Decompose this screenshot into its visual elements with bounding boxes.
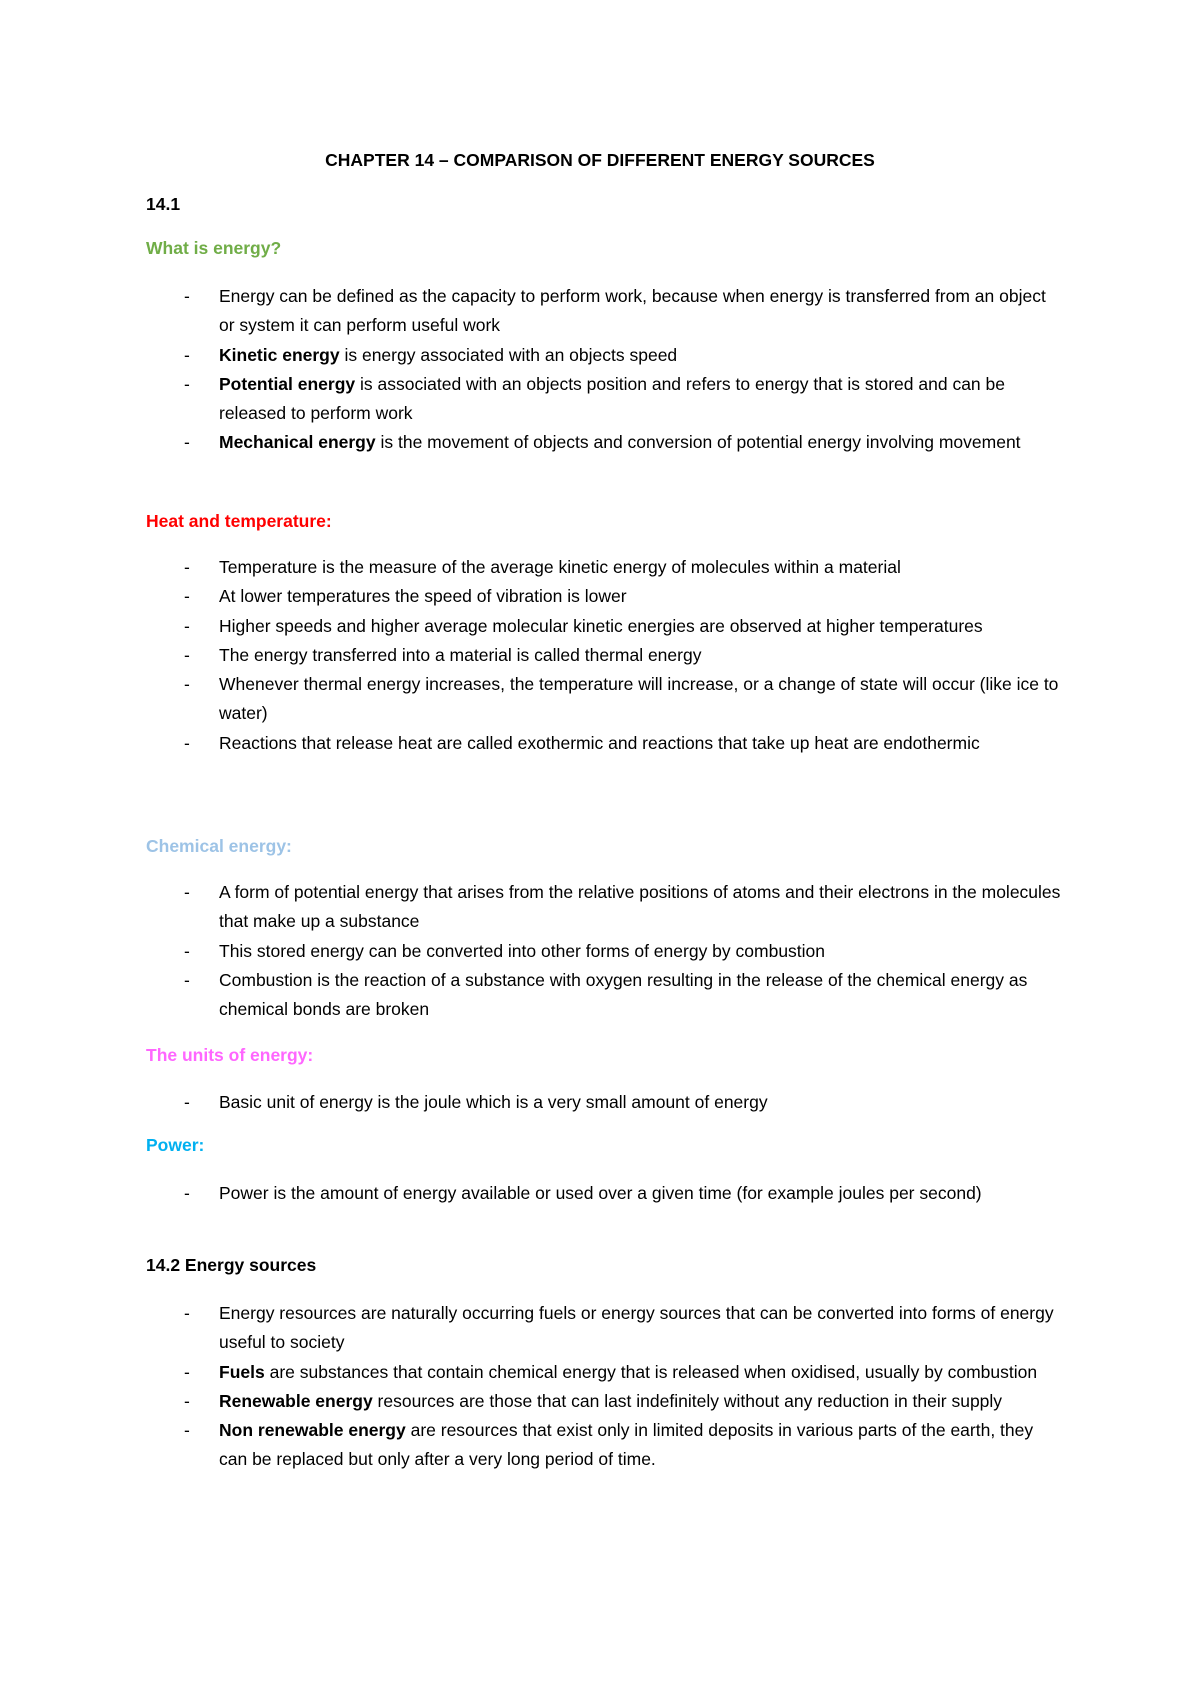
item-text: are resources that exist only in limited deposits in various parts of the earth, they can be replaced but only after a very long period of time. xyxy=(219,1420,1034,1470)
item-text: Reactions that release heat are called exothermic and reactions that take up heat are endothermic xyxy=(219,732,980,753)
list-item xyxy=(146,1416,1066,1475)
item-text: This stored energy can be converted into other forms of energy by combustion xyxy=(219,940,826,961)
list-item xyxy=(146,1179,1066,1208)
list-units-of-energy xyxy=(146,1088,1066,1117)
bold-term: Renewable energy xyxy=(219,1390,373,1411)
bullet-dash: - xyxy=(184,1420,190,1441)
bullet-dash: - xyxy=(184,1183,190,1203)
list-item xyxy=(146,1299,1066,1358)
list-item xyxy=(146,1387,1066,1416)
item-text: Temperature is the measure of the average kinetic energy of molecules within a material xyxy=(219,557,901,577)
item-text: Energy resources are naturally occurring fuels or energy sources that can be converted into forms of energy useful to society xyxy=(219,1303,1054,1353)
bold-term: Fuels xyxy=(219,1361,265,1382)
item-text: Power is the amount of energy available or used over a given time (for example joules per second) xyxy=(219,1183,982,1203)
item-text: At lower temperatures the speed of vibration is lower xyxy=(219,586,627,607)
list-chemical-energy xyxy=(146,878,1066,1024)
bullet-dash: - xyxy=(184,940,190,961)
bullet-dash: - xyxy=(184,1361,190,1382)
bullet-dash: - xyxy=(184,969,190,990)
list-item xyxy=(146,878,1066,937)
list-item xyxy=(146,729,1066,758)
list-item xyxy=(146,966,1066,1025)
bold-term: Kinetic energy xyxy=(219,344,340,365)
bold-term: Potential energy xyxy=(219,373,356,394)
item-text: is the movement of objects and conversion of potential energy involving movement xyxy=(375,432,1021,453)
item-text: The energy transferred into a material is called thermal energy xyxy=(219,644,702,665)
list-item xyxy=(146,612,1066,641)
list-item xyxy=(146,428,1066,457)
heading-units-of-energy: The units of energy: xyxy=(146,1045,314,1065)
bullet-dash: - xyxy=(184,732,190,753)
list-item xyxy=(146,670,1066,729)
heading-power: Power: xyxy=(146,1135,205,1155)
bullet-dash: - xyxy=(184,1303,190,1323)
list-item xyxy=(146,370,1066,429)
item-text: resources are those that can last indefinitely without any reduction in their supply xyxy=(372,1390,1003,1411)
item-text: Whenever thermal energy increases, the temperature will increase, or a change of state will occur (like ice to water) xyxy=(219,674,1059,724)
item-text: A form of potential energy that arises from the relative positions of atoms and their electrons in the molecules that make up a substance xyxy=(219,882,1061,932)
bullet-dash: - xyxy=(184,644,190,665)
list-item xyxy=(146,282,1066,341)
list-heat-and-temperature xyxy=(146,553,1066,758)
bold-term: Non renewable energy xyxy=(219,1420,406,1441)
item-text: are substances that contain chemical energy that is released when oxidised, usually by combustion xyxy=(264,1361,1038,1382)
list-item xyxy=(146,1358,1066,1387)
bullet-dash: - xyxy=(184,344,190,365)
list-item xyxy=(146,1088,1066,1117)
item-text: Basic unit of energy is the joule which is a very small amount of energy xyxy=(219,1092,768,1112)
bullet-dash: - xyxy=(184,286,190,306)
list-energy-sources xyxy=(146,1299,1066,1475)
item-text: Combustion is the reaction of a substance with oxygen resulting in the release of the chemical energy as chemical bonds are broken xyxy=(219,969,1028,1020)
list-power xyxy=(146,1179,1066,1208)
list-item xyxy=(146,553,1066,582)
bullet-dash: - xyxy=(184,1092,190,1112)
heading-energy-sources: 14.2 Energy sources xyxy=(146,1255,317,1275)
bullet-dash: - xyxy=(184,373,190,394)
bullet-dash: - xyxy=(184,615,190,636)
bullet-dash: - xyxy=(184,1390,190,1411)
list-item xyxy=(146,641,1066,670)
bullet-dash: - xyxy=(184,586,190,607)
list-item xyxy=(146,937,1066,966)
chapter-title: CHAPTER 14 – COMPARISON OF DIFFERENT ENERGY SOURCES xyxy=(325,150,875,170)
bold-term: Mechanical energy xyxy=(219,432,376,453)
heading-chemical-energy: Chemical energy: xyxy=(146,836,292,856)
bullet-dash: - xyxy=(184,432,190,453)
heading-heat-and-temperature: Heat and temperature: xyxy=(146,511,332,531)
list-item xyxy=(146,582,1066,611)
bullet-dash: - xyxy=(184,557,190,577)
list-what-is-energy xyxy=(146,282,1066,458)
item-text: Higher speeds and higher average molecular kinetic energies are observed at higher temperatures xyxy=(219,615,983,636)
item-text: Energy can be defined as the capacity to perform work, because when energy is transferred from an object or system it can perform useful work xyxy=(219,286,1046,336)
section-number: 14.1 xyxy=(146,194,181,214)
bullet-dash: - xyxy=(184,882,190,902)
heading-what-is-energy: What is energy? xyxy=(146,238,282,258)
list-item xyxy=(146,341,1066,370)
item-text: is associated with an objects position and refers to energy that is stored and can be released to perform work xyxy=(219,373,1005,424)
bullet-dash: - xyxy=(184,674,190,695)
item-text: is energy associated with an objects speed xyxy=(339,344,678,365)
